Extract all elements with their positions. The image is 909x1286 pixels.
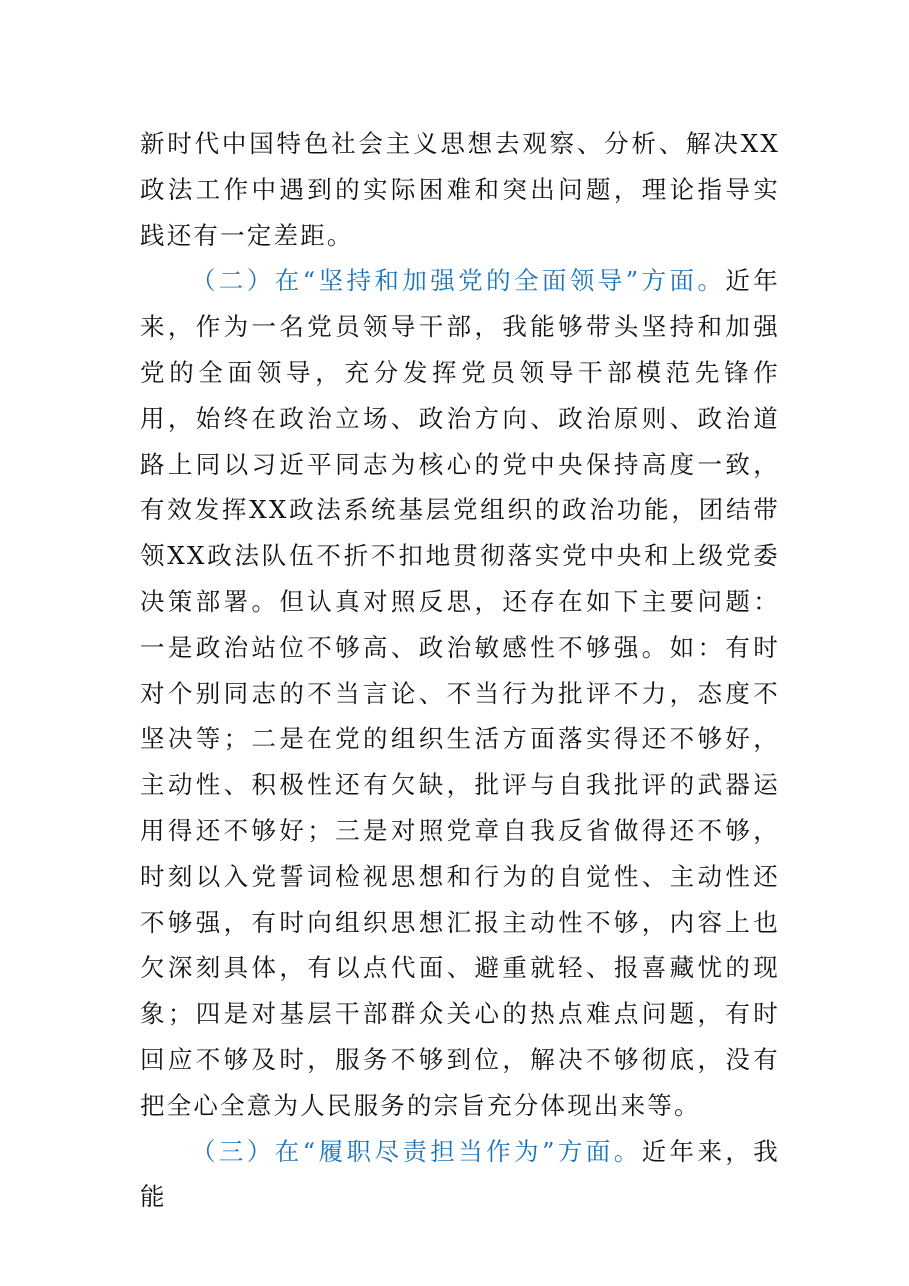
document-page — [140, 121, 780, 1220]
paragraph-continuation: 新时代中国特色社会主义思想去观察、分析、解决XX政法工作中遇到的实际困难和突出问题，理论指导实践还有一定差距。 — [140, 129, 780, 250]
section-3-paragraph — [140, 1129, 780, 1221]
section-3-heading: （三）在“履职尽责担当作为”方面。 — [191, 1136, 642, 1166]
section-2-heading: （二）在“坚持和加强党的全面领导”方面。 — [191, 266, 726, 296]
section-2-paragraph — [140, 258, 780, 1128]
section-3-body: 近年来，我能 — [140, 1136, 781, 1212]
section-2-body: 近年来，作为一名党员领导干部，我能够带头坚持和加强党的全面领导，充分发挥党员领导干部模范先锋作用，始终在政治立场、政治方向、政治原则、政治道路上同以习近平同志为核心的党中央保持高度一致，有效发挥XX政法系统基层党组织的政治功能，团结带领XX政法队伍不折不扣地贯彻落实党中央和上级党委决策部署。但认真对照反思，还存在如下主要问题：一是政治站位不够高、政治敏感性不够强。如：有时对个别同志的不当言论、不当行为批评不力，态度不坚决等；二是在党的组织生活方面落实得还不够好，主动性、积极性还有欠缺，批评与自我批评的武器运用得还不够好；三是对照党章自我反省做得还不够，时刻以入党誓词检视思想和行为的自觉性、主动性还不够强，有时向组织思想汇报主动性不够，内容上也欠深刻具体，有以点代面、避重就轻、报喜藏忧的现象；四是对基层干部群众关心的热点难点问题，有时回应不够及时，服务不够到位，解决不够彻底，没有把全心全意为人民服务的宗旨充分体现出来等。 — [140, 266, 780, 1120]
